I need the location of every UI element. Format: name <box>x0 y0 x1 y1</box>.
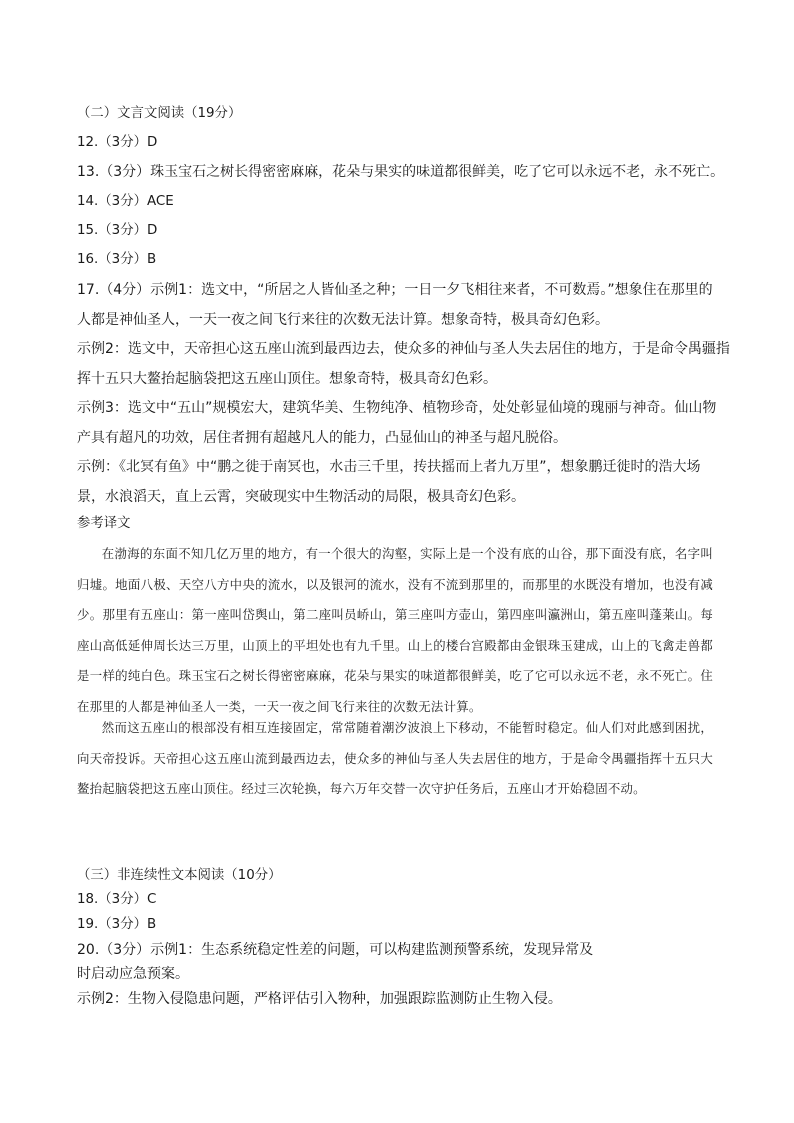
answer-q15: 15.（3分）D <box>77 223 158 238</box>
section3-heading: （三）非连续性文本阅读（10分） <box>77 868 282 883</box>
answer-q20-line: 20.（3分）示例1：生态系统稳定性差的问题，可以构建监测预警系统，发现异常及 <box>77 942 594 958</box>
answer-q17-line: 人都是神仙圣人，一天一夜之间飞行来往的次数无法计算。想象奇特，极具奇幻色彩。 <box>77 312 609 328</box>
answer-q17-line: 17.（4分）示例1：选文中，“所居之人皆仙圣之种；一日一夕飞相往来者，不可数焉。”想象住在那里的 <box>77 282 713 298</box>
answer-q17-line: 示例：《北冥有鱼》中“鹏之徙于南冥也，水击三千里，抟扶摇而上者九万里”，想象鹏迁徙时的浩大场 <box>77 459 701 475</box>
answer-q18: 18.（3分）C <box>77 892 157 907</box>
answer-q20-line: 示例2：生物入侵隐患问题，严格评估引入物种，加强跟踪监测防止生物入侵。 <box>77 991 562 1007</box>
answer-q13: 13.（3分）珠玉宝石之树长得密密麻麻，花朵与果实的味道都很鲜美，吃了它可以永远不老，永不死亡。 <box>77 164 725 180</box>
answer-q20-line: 时启动应急预案。 <box>77 966 189 982</box>
answer-q17-line: 产具有超凡的功效，居住者拥有超越凡人的能力，凸显仙山的神圣与超凡脱俗。 <box>77 430 567 446</box>
answer-q12: 12.（3分）D <box>77 135 158 150</box>
translation-paragraph-1: 在渤海的东面不知几亿万里的地方，有一个很大的沟壑，实际上是一个没有底的山谷，那下面没有底，名字叫归墟。地面八极、天空八方中央的流水，以及银河的流水，没有不流到那里的，而那里的水既没有增加，也没有减少。那里有五座山：第一座叫岱舆山，第二座叫员峤山，第三座叫方壶山，第四座叫瀛洲山，第五座叫蓬莱山。每座山高低延伸周长达三万里，山顶上的平坦处也有九千里。山上的楼台宫殿都由金银珠玉建成，山上的飞禽走兽都是一样的纯白色。珠玉宝石之树长得密密麻麻，花朵与果实的味道都很鲜美，吃了它可以永远不老，永不死亡。住在那里的人都是神仙圣人一类，一天一夜之间飞行来往的次数无法计算。 <box>77 546 713 714</box>
answer-q16: 16.（3分）B <box>77 252 157 267</box>
answer-q17-line: 示例3：选文中“五山”规模宏大，建筑华美、生物纯净、植物珍奇，处处彰显仙境的瑰丽与神奇。仙山物 <box>77 400 717 416</box>
answer-q17-line: 示例2：选文中，天帝担心这五座山流到最西边去，使众多的神仙与圣人失去居住的地方，于是命令禺疆指 <box>77 341 730 357</box>
answer-q14: 14.（3分）ACE <box>77 194 174 209</box>
answer-q19: 19.（3分）B <box>77 917 157 932</box>
translation-heading: 参考译文 <box>77 516 131 531</box>
answer-q17-line: 挥十五只大鳌抬起脑袋把这五座山顶住。想象奇特，极具奇幻色彩。 <box>77 371 497 387</box>
translation-paragraph-2: 然而这五座山的根部没有相互连接固定，常常随着潮汐波浪上下移动，不能暂时稳定。仙人们对此感到困扰，向天帝投诉。天帝担心这五座山流到最西边去，使众多的神仙与圣人失去居住的地方，于是命令禺疆指挥十五只大鳌抬起脑袋把这五座山顶住。经过三次轮换，每六万年交替一次守护任务后，五座山才开始稳固不动。 <box>77 720 713 797</box>
answer-q17-line: 景，水浪滔天，直上云霄，突破现实中生物活动的局限，极具奇幻色彩。 <box>77 489 525 505</box>
section2-heading: （二）文言文阅读（19分） <box>77 106 242 121</box>
